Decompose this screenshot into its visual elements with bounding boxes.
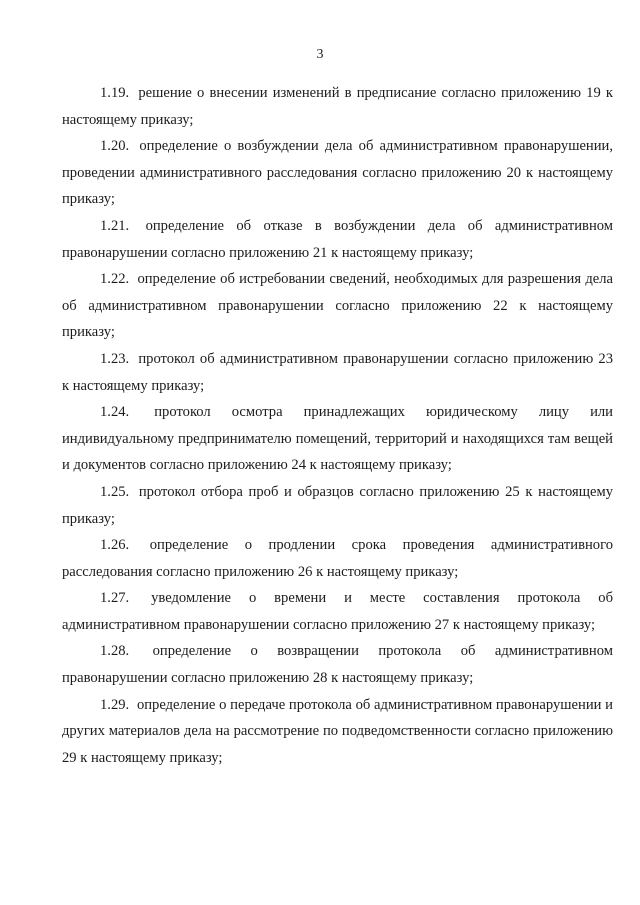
item-text: определение о передаче протокола об административном правонарушении и других материалов дела на рассмотрение по подведомственности согласно приложению 29 к настоящему приказу; <box>62 696 613 766</box>
item-text: протокол отбора проб и образцов согласно приложению 25 к настоящему приказу; <box>62 483 613 527</box>
item-number: 1.19. <box>100 85 130 101</box>
item-text: протокол осмотра принадлежащих юридическому лицу или индивидуальному предпринимателю помещений, территорий и находящихся там вещей и документов согласно приложению 24 к настоящему приказу; <box>62 404 613 474</box>
item-text: определение об истребовании сведений, необходимых для разрешения дела об административном правонарушении согласно приложению 22 к настоящему приказу; <box>62 271 613 341</box>
list-item-1-19 <box>62 80 613 133</box>
item-number: 1.20. <box>100 138 130 155</box>
item-text: определение о возбуждении дела об административном правонарушении, проведении административного расследования согласно приложению 20 к настоящему приказу; <box>62 138 613 208</box>
list-item-1-26 <box>62 532 613 585</box>
list-item-1-21 <box>62 213 613 266</box>
item-number: 1.27. <box>100 590 130 607</box>
item-text: протокол об административном правонарушении согласно приложению 23 к настоящему приказу; <box>62 350 613 394</box>
item-number: 1.21. <box>100 217 130 234</box>
list-item-1-25 <box>62 479 613 532</box>
item-number: 1.25. <box>100 483 130 500</box>
item-text: определение об отказе в возбуждении дела об административном правонарушении согласно приложению 21 к настоящему приказу; <box>62 217 614 261</box>
item-number: 1.28. <box>100 643 130 660</box>
list-item-1-27 <box>62 585 613 638</box>
item-number: 1.22. <box>100 271 130 288</box>
list-item-1-28 <box>62 638 613 691</box>
item-number: 1.26. <box>100 537 130 554</box>
item-text: решение о внесении изменений в предписание согласно приложению 19 к настоящему приказу; <box>62 85 613 128</box>
item-text: определение о продлении срока проведения административного расследования согласно приложению 26 к настоящему приказу; <box>62 537 613 580</box>
list-item-1-23 <box>62 346 613 399</box>
page-number: 3 <box>316 47 324 62</box>
list-item-1-24 <box>62 399 613 479</box>
document-body <box>62 80 613 771</box>
list-item-1-20 <box>62 133 613 213</box>
item-number: 1.24. <box>100 404 130 421</box>
list-item-1-29 <box>62 692 613 772</box>
item-number: 1.29. <box>100 696 130 713</box>
item-text: определение о возвращении протокола об административном правонарушении согласно приложению 28 к настоящему приказу; <box>62 643 613 687</box>
list-item-1-22 <box>62 266 613 346</box>
item-number: 1.23. <box>100 350 130 367</box>
item-text: уведомление о времени и месте составления протокола об административном правонарушении согласно приложению 27 к настоящему приказу; <box>62 590 613 633</box>
